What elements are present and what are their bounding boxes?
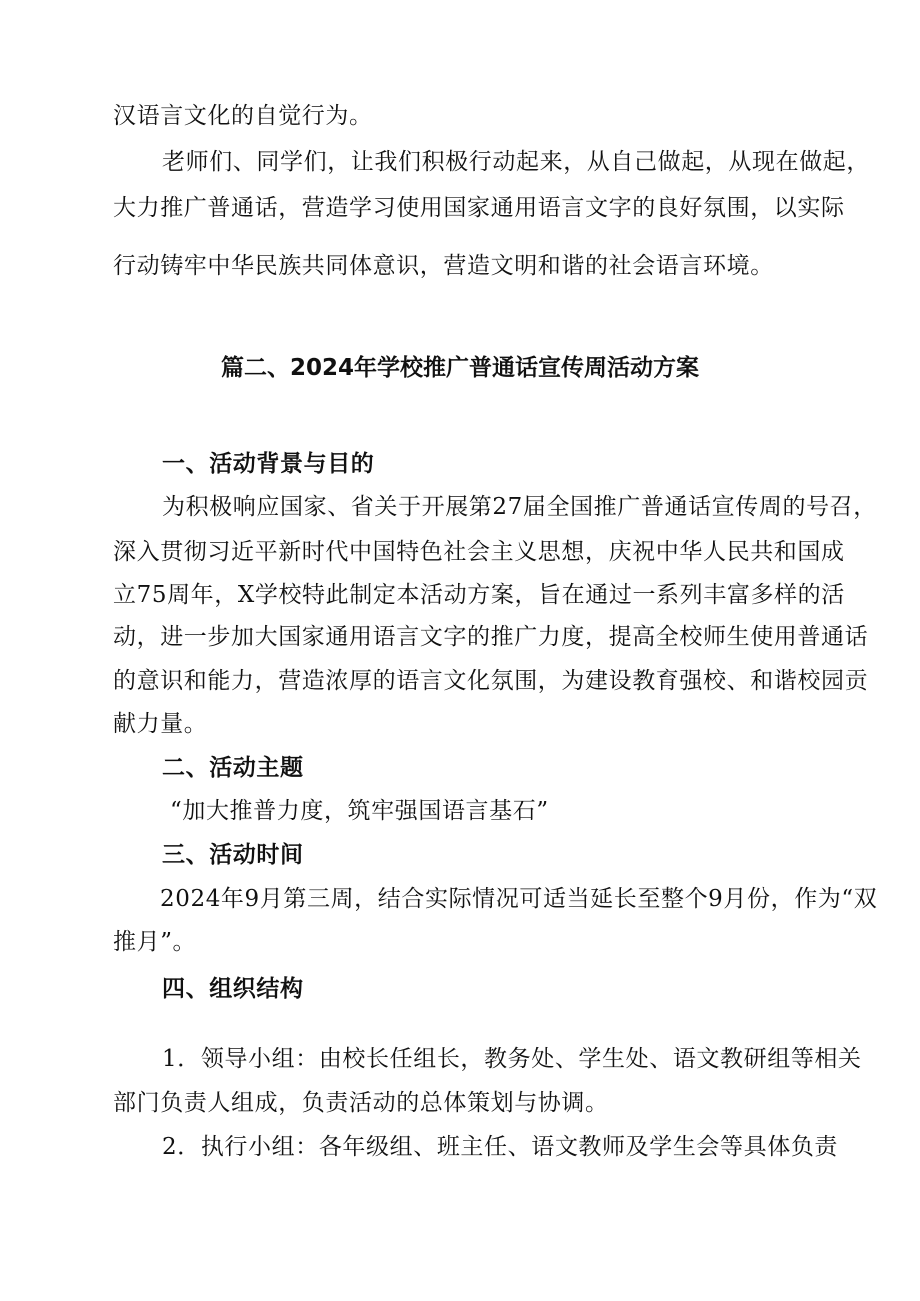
body-text-line: 汉语言文化的自觉行为。	[113, 103, 373, 129]
body-text-line: 的意识和能力，营造浓厚的语言文化氛围，为建设教育强校、和谐校园贡	[113, 668, 869, 694]
body-text-line: 推月”。	[113, 929, 197, 955]
body-text-line: 老师们、同学们，让我们积极行动起来，从自己做起，从现在做起，	[162, 149, 870, 175]
section-title: 篇二、2024年学校推广普通话宣传周活动方案	[220, 355, 699, 381]
section-heading: 四、组织结构	[162, 976, 304, 1002]
theme-text: “加大推普力度，筑牢强国语言基石”	[170, 798, 549, 824]
section-heading: 一、活动背景与目的	[162, 451, 375, 477]
body-text-line: 为积极响应国家、省关于开展第27届全国推广普通话宣传周的号召，	[162, 494, 877, 520]
body-text-line: 立75周年，X学校特此制定本活动方案，旨在通过一系列丰富多样的活	[113, 582, 845, 608]
body-text-line: 献力量。	[113, 711, 208, 737]
list-item-line: 部门负责人组成，负责活动的总体策划与协调。	[113, 1090, 609, 1116]
body-text-line: 2024年9月第三周，结合实际情况可适当延长至整个9月份，作为“双	[160, 886, 878, 912]
body-text-line: 动，进一步加大国家通用语言文字的推广力度，提高全校师生使用普通话	[113, 624, 869, 650]
list-item-line: 1．领导小组：由校长任组长，教务处、学生处、语文教研组等相关	[162, 1046, 862, 1072]
section-heading: 二、活动主题	[162, 755, 304, 781]
body-text-line: 大力推广普通话，营造学习使用国家通用语言文字的良好氛围，以实际	[113, 195, 845, 221]
section-heading: 三、活动时间	[162, 842, 304, 868]
body-text-line: 深入贯彻习近平新时代中国特色社会主义思想，庆祝中华人民共和国成	[113, 539, 845, 565]
list-item-line: 2．执行小组：各年级组、班主任、语文教师及学生会等具体负责	[162, 1134, 839, 1160]
body-text-line: 行动铸牢中华民族共同体意识，营造文明和谐的社会语言环境。	[113, 253, 774, 279]
